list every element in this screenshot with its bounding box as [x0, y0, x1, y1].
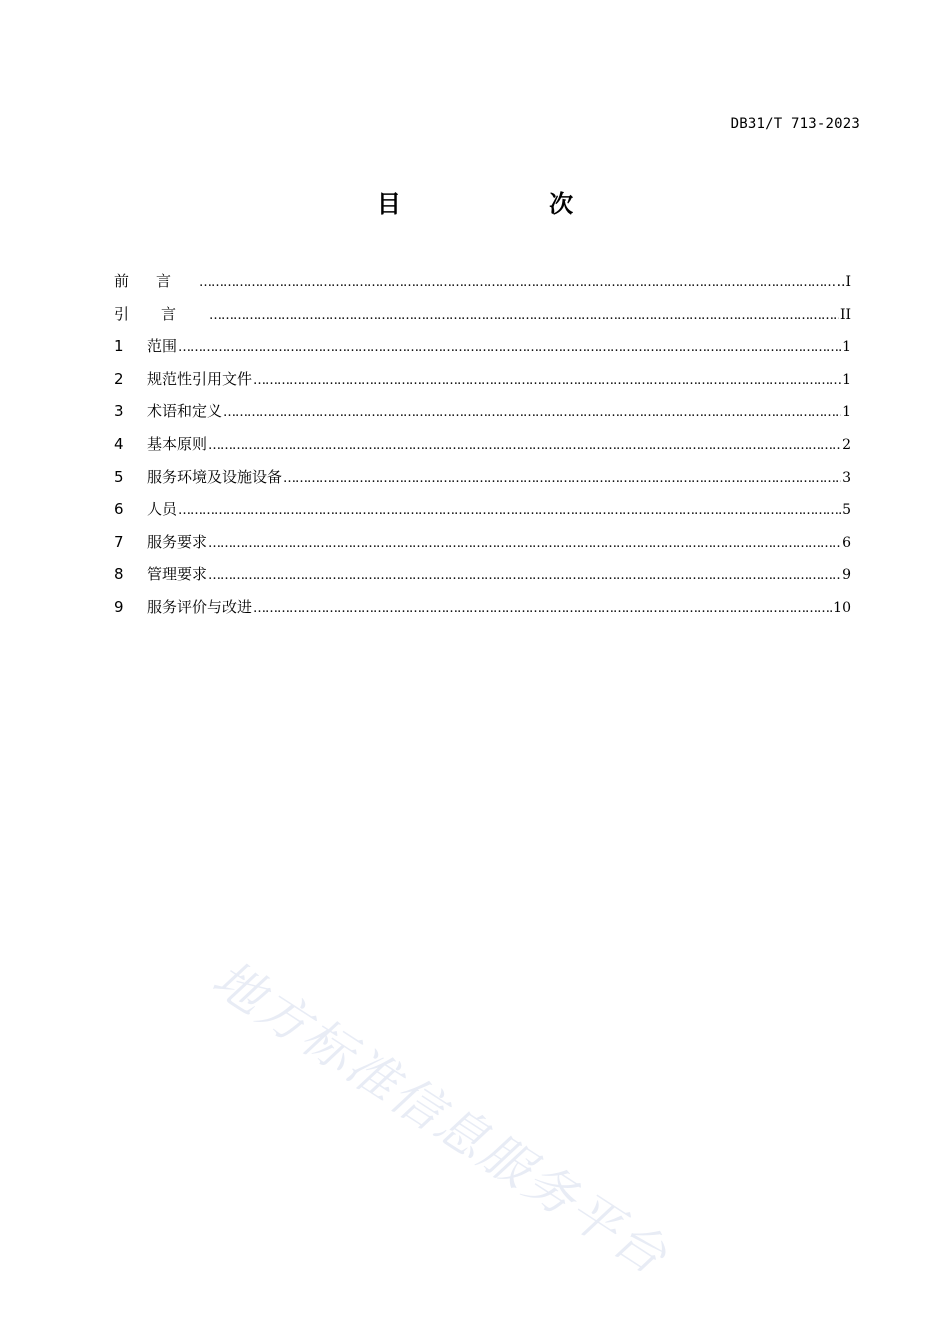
toc-list: [114, 270, 851, 629]
toc-entry-label: 服务评价与改进: [147, 597, 253, 616]
toc-entry-number: 3: [114, 402, 124, 421]
toc-entry-number: 6: [114, 500, 124, 519]
toc-entry-personnel[interactable]: [114, 498, 851, 531]
toc-entry-label: 基本原则: [147, 434, 208, 453]
toc-entry-number: 8: [114, 565, 124, 584]
toc-entry-page: 5: [842, 502, 851, 519]
toc-entry-introduction[interactable]: [114, 303, 851, 336]
toc-entry-number: 1: [114, 337, 124, 356]
toc-leader-dots: [253, 373, 841, 388]
toc-entry-page: 1: [842, 371, 851, 388]
toc-entry-number: 9: [114, 597, 124, 616]
toc-entry-label: 服务环境及设施设备: [147, 467, 283, 486]
toc-entry-label: 引言: [114, 304, 209, 323]
toc-entry-page: 2: [842, 436, 851, 453]
toc-entry-label: 人员: [147, 500, 178, 519]
toc-entry-label: 范围: [147, 337, 178, 356]
toc-entry-foreword[interactable]: [114, 270, 851, 303]
toc-entry-number: 2: [114, 369, 124, 388]
toc-title: 目 次: [376, 190, 644, 218]
toc-entry-service-environment[interactable]: [114, 466, 851, 499]
toc-entry-number: 7: [114, 532, 124, 551]
toc-entry-management-requirements[interactable]: [114, 563, 851, 596]
toc-entry-page: 10: [833, 599, 851, 616]
toc-entry-page: 6: [842, 534, 851, 551]
toc-leader-dots: [208, 438, 841, 453]
toc-entry-page: 1: [842, 404, 851, 421]
toc-entry-label: 管理要求: [147, 565, 208, 584]
toc-leader-dots: [283, 471, 841, 486]
toc-entry-normative-references[interactable]: [114, 368, 851, 401]
watermark: 地方标准信息服务平台: [202, 949, 679, 1287]
toc-entry-number: 5: [114, 467, 124, 486]
toc-entry-label: 术语和定义: [147, 402, 223, 421]
toc-leader-dots: [199, 275, 836, 290]
toc-leader-dots: [253, 601, 832, 616]
toc-leader-dots: [208, 568, 841, 583]
document-code: DB31/T 713-2023: [730, 116, 860, 132]
toc-leader-dots: [209, 308, 839, 323]
toc-entry-page: 1: [842, 339, 851, 356]
toc-entry-number: 4: [114, 434, 124, 453]
toc-entry-service-requirements[interactable]: [114, 531, 851, 564]
toc-leader-dots: [178, 503, 841, 518]
toc-entry-label: 规范性引用文件: [147, 369, 253, 388]
toc-entry-page: 3: [842, 469, 851, 486]
toc-entry-label: 服务要求: [147, 532, 208, 551]
toc-entry-terms-definitions[interactable]: [114, 400, 851, 433]
toc-entry-page: ..I: [836, 274, 851, 290]
toc-entry-label: 前言: [114, 272, 199, 290]
toc-leader-dots: [208, 536, 841, 551]
toc-entry-scope[interactable]: [114, 335, 851, 368]
toc-entry-page: 9: [842, 567, 851, 584]
toc-entry-basic-principles[interactable]: [114, 433, 851, 466]
toc-entry-service-evaluation[interactable]: [114, 596, 851, 629]
toc-entry-page: II: [839, 306, 851, 323]
toc-leader-dots: [178, 340, 841, 355]
toc-leader-dots: [223, 405, 841, 420]
